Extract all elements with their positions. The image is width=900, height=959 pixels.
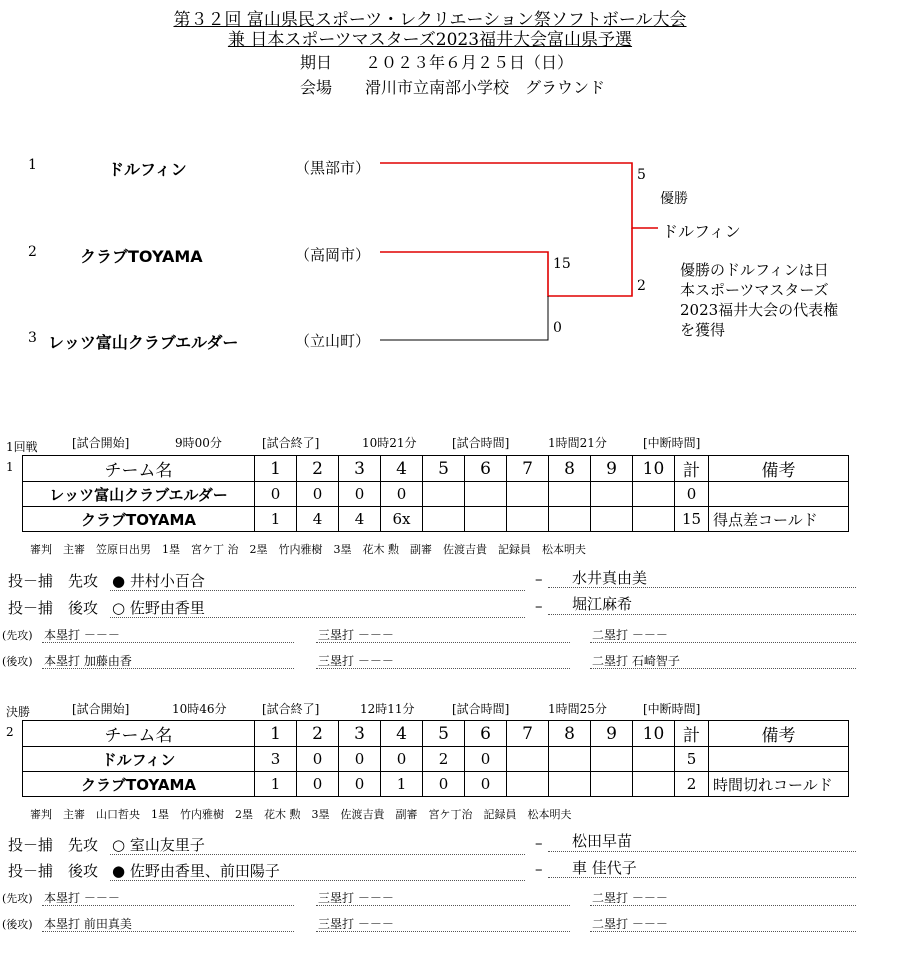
row-inning xyxy=(549,482,591,507)
team-2-city: （高岡市） xyxy=(295,246,371,264)
row-note xyxy=(709,747,849,772)
header-inning: 7 xyxy=(507,721,549,747)
game1-round: 1回戦 xyxy=(6,440,38,454)
dash: – xyxy=(535,570,543,588)
table-row xyxy=(23,507,849,532)
underline xyxy=(110,590,525,591)
underline xyxy=(42,642,294,643)
bracket-lines xyxy=(0,0,900,400)
header-inning: 9 xyxy=(591,456,633,482)
game2-round: 決勝 xyxy=(6,705,31,719)
header-team: チーム名 xyxy=(23,456,255,482)
game1-hits-side: (後攻) xyxy=(2,655,33,668)
row-team: クラブTOYAMA xyxy=(23,507,255,532)
header-inning: 2 xyxy=(297,721,339,747)
row-inning xyxy=(507,747,549,772)
game1-pitcher: ○ 佐野由香里 xyxy=(112,599,205,617)
winner-note-line: 2023福井大会の代表権 xyxy=(680,301,839,319)
game2-double: 二塁打 －－－ xyxy=(592,891,668,905)
game1-hits-side: (先攻) xyxy=(2,629,33,642)
row-team: ドルフィン xyxy=(23,747,255,772)
game2-battery-side: 先攻 xyxy=(68,836,99,854)
row-inning xyxy=(423,507,465,532)
row-inning: 0 xyxy=(381,747,423,772)
row-inning xyxy=(591,747,633,772)
row-inning: 0 xyxy=(339,772,381,797)
header-inning: 6 xyxy=(465,721,507,747)
score-semi-bottom: 0 xyxy=(553,320,562,336)
game2-battery-side: 後攻 xyxy=(68,862,99,880)
header-inning: 3 xyxy=(339,456,381,482)
game2-end: 12時11分 xyxy=(360,702,415,716)
game1-umpires: 審判 主審 笠原日出男 1塁 宮ケ丁 治 2塁 竹内雅樹 3塁 花木 勲 副審 佐渡吉貴 記録員 松本明夫 xyxy=(30,543,586,556)
game1-double: 二塁打 －－－ xyxy=(592,628,668,642)
header-inning: 4 xyxy=(381,456,423,482)
row-inning: 4 xyxy=(297,507,339,532)
row-inning: 0 xyxy=(255,482,297,507)
row-inning xyxy=(591,482,633,507)
row-inning: 0 xyxy=(465,747,507,772)
game1-score-table xyxy=(22,455,849,532)
date-value: ２０２３年６月２５日（日） xyxy=(365,53,574,72)
row-inning xyxy=(633,747,675,772)
row-inning: 0 xyxy=(297,747,339,772)
venue-label: 会場 xyxy=(300,78,333,97)
row-team: レッツ富山クラブエルダー xyxy=(23,482,255,507)
header-inning: 8 xyxy=(549,721,591,747)
game2-battery-label: 投－捕 xyxy=(8,862,54,880)
header-inning: 4 xyxy=(381,721,423,747)
underline xyxy=(42,905,294,906)
underline xyxy=(316,905,570,906)
row-inning xyxy=(423,482,465,507)
underline xyxy=(110,880,525,881)
game1-battery-label: 投－捕 xyxy=(8,599,54,617)
game1-end-label: [試合終了] xyxy=(262,436,320,450)
underline xyxy=(316,931,570,932)
game2-break-label: [中断時間] xyxy=(643,702,701,716)
row-inning xyxy=(507,772,549,797)
game2-start-label: [試合開始] xyxy=(72,702,130,716)
row-note xyxy=(709,482,849,507)
header-inning: 1 xyxy=(255,456,297,482)
underline xyxy=(316,642,570,643)
row-inning: 0 xyxy=(339,747,381,772)
header-inning: 3 xyxy=(339,721,381,747)
underline xyxy=(590,668,856,669)
header-inning: 7 xyxy=(507,456,549,482)
table-header-row xyxy=(23,456,849,482)
header-total: 計 xyxy=(675,721,709,747)
game2-hits-side: (先攻) xyxy=(2,892,33,905)
underline xyxy=(42,668,294,669)
dash: – xyxy=(535,597,543,615)
row-inning xyxy=(507,507,549,532)
title-line-1: 第３２回 富山県民スポーツ・レクリエーション祭ソフトボール大会 xyxy=(173,10,687,30)
game2-score-table xyxy=(22,720,849,797)
seed-2: 2 xyxy=(28,244,37,260)
team-3-name: レッツ富山クラブエルダー xyxy=(48,333,239,352)
row-inning xyxy=(465,507,507,532)
underline xyxy=(548,614,856,615)
header-inning: 9 xyxy=(591,721,633,747)
game1-duration: 1時間21分 xyxy=(548,436,607,450)
game1-triple: 三塁打 －－－ xyxy=(318,654,394,668)
bracket-line-team1 xyxy=(380,163,658,228)
row-inning: 1 xyxy=(255,507,297,532)
header-inning: 2 xyxy=(297,456,339,482)
header-inning: 6 xyxy=(465,456,507,482)
header-total: 計 xyxy=(675,456,709,482)
underline xyxy=(548,851,856,852)
row-note: 時間切れコールド xyxy=(709,772,849,797)
winner-note-line: 本スポーツマスターズ xyxy=(680,281,829,299)
game1-start: 9時00分 xyxy=(175,436,222,450)
row-inning xyxy=(465,482,507,507)
row-inning: 0 xyxy=(297,772,339,797)
row-team: クラブTOYAMA xyxy=(23,772,255,797)
header-inning: 1 xyxy=(255,721,297,747)
game1-homerun: 本塁打 加藤由香 xyxy=(44,654,132,668)
game2-homerun: 本塁打 －－－ xyxy=(44,891,120,905)
row-inning: 1 xyxy=(381,772,423,797)
game2-triple: 三塁打 －－－ xyxy=(318,891,394,905)
team-3-city: （立山町） xyxy=(295,332,371,350)
row-total: 0 xyxy=(675,482,709,507)
game1-catcher: 水井真由美 xyxy=(572,569,648,587)
game1-pitcher: ● 井村小百合 xyxy=(112,572,205,590)
score-final-top: 5 xyxy=(637,167,646,183)
game1-homerun: 本塁打 －－－ xyxy=(44,628,120,642)
underline xyxy=(316,668,570,669)
game1-battery-label: 投－捕 xyxy=(8,572,54,590)
row-inning: 4 xyxy=(339,507,381,532)
winner-note-line: 優勝のドルフィンは日 xyxy=(680,261,829,279)
header-note: 備考 xyxy=(709,456,849,482)
header-team: チーム名 xyxy=(23,721,255,747)
game2-umpires: 審判 主審 山口哲央 1塁 竹内雅樹 2塁 花木 勲 3塁 佐渡吉貴 副審 宮ケ丁治 記録員 松本明夫 xyxy=(30,808,572,821)
row-inning: 2 xyxy=(423,747,465,772)
header-inning: 5 xyxy=(423,721,465,747)
header-note: 備考 xyxy=(709,721,849,747)
underline xyxy=(548,587,856,588)
seed-3: 3 xyxy=(28,330,37,346)
row-inning xyxy=(549,507,591,532)
header-inning: 8 xyxy=(549,456,591,482)
row-inning: 3 xyxy=(255,747,297,772)
winner-note-line: を獲得 xyxy=(680,321,726,339)
row-total: 5 xyxy=(675,747,709,772)
underline xyxy=(590,931,856,932)
underline xyxy=(548,877,856,878)
game2-duration: 1時間25分 xyxy=(548,702,607,716)
date-label: 期日 xyxy=(300,53,333,72)
game1-catcher: 堀江麻希 xyxy=(572,595,633,613)
row-inning: 0 xyxy=(381,482,423,507)
row-inning xyxy=(591,772,633,797)
game1-duration-label: [試合時間] xyxy=(452,436,510,450)
winner-name: ドルフィン xyxy=(662,222,741,241)
game2-catcher: 車 佳代子 xyxy=(572,859,637,877)
bracket-line-team3 xyxy=(380,296,548,340)
game2-no: 2 xyxy=(6,725,14,739)
game2-catcher: 松田早苗 xyxy=(572,832,633,850)
table-header-row xyxy=(23,721,849,747)
header-inning: 10 xyxy=(633,721,675,747)
score-semi-top: 15 xyxy=(553,256,571,272)
game2-homerun: 本塁打 前田真美 xyxy=(44,917,132,931)
game2-pitcher: ○ 室山友里子 xyxy=(112,836,205,854)
row-total: 2 xyxy=(675,772,709,797)
game2-triple: 三塁打 －－－ xyxy=(318,917,394,931)
title-line-2: 兼 日本スポーツマスターズ2023福井大会富山県予選 xyxy=(227,30,633,50)
row-total: 15 xyxy=(675,507,709,532)
game1-no: 1 xyxy=(6,460,14,474)
game2-duration-label: [試合時間] xyxy=(452,702,510,716)
seed-1: 1 xyxy=(28,157,37,173)
underline xyxy=(590,642,856,643)
dash: – xyxy=(535,860,543,878)
underline xyxy=(110,617,525,618)
row-inning xyxy=(507,482,549,507)
row-inning: 6x xyxy=(381,507,423,532)
winner-label: 優勝 xyxy=(660,191,688,207)
underline xyxy=(110,854,525,855)
game1-triple: 三塁打 －－－ xyxy=(318,628,394,642)
row-inning xyxy=(633,507,675,532)
header-inning: 5 xyxy=(423,456,465,482)
row-inning: 1 xyxy=(255,772,297,797)
dash: – xyxy=(535,834,543,852)
row-inning xyxy=(633,772,675,797)
team-1-city: （黒部市） xyxy=(295,159,371,177)
game1-end: 10時21分 xyxy=(362,436,417,450)
game1-break-label: [中断時間] xyxy=(643,436,701,450)
table-row xyxy=(23,772,849,797)
header-inning: 10 xyxy=(633,456,675,482)
bracket-line-team2 xyxy=(380,228,632,296)
venue-value: 滑川市立南部小学校 グラウンド xyxy=(365,78,606,97)
game1-start-label: [試合開始] xyxy=(72,436,130,450)
game1-battery-side: 後攻 xyxy=(68,599,99,617)
winner-note xyxy=(680,260,838,340)
game1-double: 二塁打 石崎智子 xyxy=(592,654,680,668)
team-1-name: ドルフィン xyxy=(108,160,187,179)
table-row xyxy=(23,747,849,772)
game1-battery-side: 先攻 xyxy=(68,572,99,590)
game2-battery-label: 投－捕 xyxy=(8,836,54,854)
game2-start: 10時46分 xyxy=(172,702,227,716)
game2-double: 二塁打 －－－ xyxy=(592,917,668,931)
game2-hits-side: (後攻) xyxy=(2,918,33,931)
row-inning: 0 xyxy=(465,772,507,797)
underline xyxy=(42,931,294,932)
table-row xyxy=(23,482,849,507)
row-inning xyxy=(633,482,675,507)
row-note: 得点差コールド xyxy=(709,507,849,532)
row-inning: 0 xyxy=(423,772,465,797)
score-final-bottom: 2 xyxy=(637,278,646,294)
row-inning: 0 xyxy=(297,482,339,507)
game2-pitcher: ● 佐野由香里、前田陽子 xyxy=(112,862,280,880)
underline xyxy=(590,905,856,906)
row-inning: 0 xyxy=(339,482,381,507)
team-2-name: クラブTOYAMA xyxy=(80,247,203,266)
row-inning xyxy=(549,747,591,772)
game2-end-label: [試合終了] xyxy=(262,702,320,716)
row-inning xyxy=(591,507,633,532)
row-inning xyxy=(549,772,591,797)
